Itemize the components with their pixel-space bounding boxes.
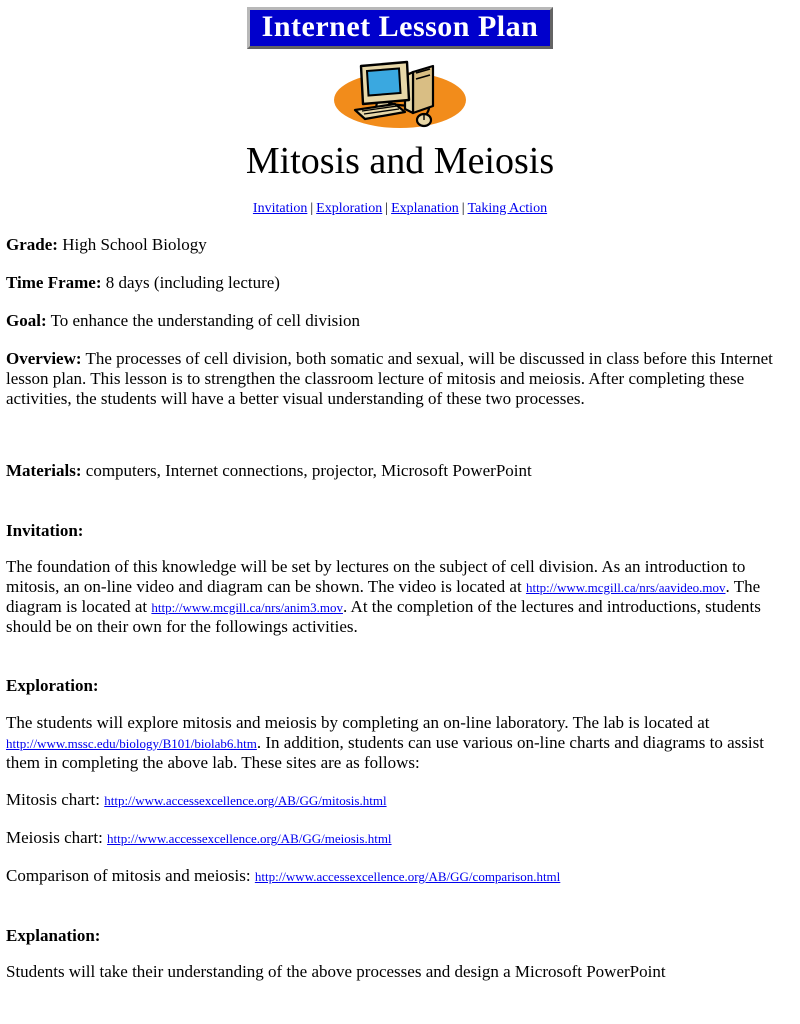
overview-label: Overview: xyxy=(6,349,82,369)
exploration-lab-link[interactable]: http://www.mssc.edu/biology/B101/biolab6.htm xyxy=(6,735,257,751)
materials-line xyxy=(6,443,796,481)
banner-container xyxy=(0,0,800,49)
computer-clipart-icon xyxy=(333,58,467,135)
nav-link-invitation[interactable]: Invitation xyxy=(252,200,308,216)
invitation-paragraph xyxy=(6,541,796,637)
page-title: Mitosis and Meiosis xyxy=(245,140,555,182)
comparison-chart-line xyxy=(6,848,796,886)
spacer-before-materials xyxy=(6,409,796,443)
meiosis-chart-line xyxy=(6,810,796,848)
time-frame-label: Time Frame: xyxy=(6,273,102,293)
comparison-chart-label: Comparison of mitosis and meiosis: xyxy=(6,866,251,886)
nav-separator-1: | xyxy=(310,200,314,216)
content-body xyxy=(0,217,800,982)
materials-label: Materials: xyxy=(6,460,82,480)
explanation-text-1: Students will take their understanding of the above processes and design a Microsoft PowerPoint xyxy=(6,962,666,982)
mitosis-chart-link[interactable]: http://www.accessexcellence.org/AB/GG/mitosis.html xyxy=(104,793,387,809)
comparison-chart-link[interactable]: http://www.accessexcellence.org/AB/GG/comparison.html xyxy=(254,869,561,885)
overview-paragraph xyxy=(6,331,796,409)
mitosis-chart-label: Mitosis chart: xyxy=(6,790,100,810)
goal-value: To enhance the understanding of cell division xyxy=(50,311,361,331)
goal-line xyxy=(6,293,796,331)
invitation-text-2: . The diagram is located at xyxy=(6,576,761,616)
time-frame-line xyxy=(6,255,796,293)
nav-link-taking-action[interactable]: Taking Action xyxy=(467,200,548,216)
explanation-paragraph xyxy=(6,946,796,982)
meiosis-chart-label: Meiosis chart: xyxy=(6,828,103,848)
meiosis-chart-link[interactable]: http://www.accessexcellence.org/AB/GG/meiosis.html xyxy=(107,831,392,847)
exploration-paragraph xyxy=(6,697,796,773)
section-nav xyxy=(0,182,800,218)
invitation-diagram-link[interactable]: http://www.mcgill.ca/nrs/anim3.mov xyxy=(151,599,343,615)
section-heading-invitation: Invitation: xyxy=(6,520,84,540)
clipart-container xyxy=(0,58,800,130)
nav-separator-3: | xyxy=(461,200,465,216)
invitation-text-1: The foundation of this knowledge will be set by lectures on the subject of cell division. As an introduction to mitosis, an on-line video and diagram can be shown. The video is located at xyxy=(6,556,746,596)
invitation-video-link[interactable]: http://www.mcgill.ca/nrs/aavideo.mov xyxy=(525,579,726,595)
materials-value: computers, Internet connections, projector, Microsoft PowerPoint xyxy=(85,460,532,480)
exploration-text-1: The students will explore mitosis and meiosis by completing an on-line laboratory. The lab is located at xyxy=(6,712,710,732)
section-heading-exploration: Exploration: xyxy=(6,676,99,696)
mitosis-chart-line xyxy=(6,772,796,810)
grade-value: High School Biology xyxy=(62,235,207,255)
nav-link-exploration[interactable]: Exploration xyxy=(316,200,383,216)
section-heading-explanation: Explanation: xyxy=(6,926,101,946)
grade-line xyxy=(6,217,796,255)
internet-lesson-plan-banner xyxy=(247,7,554,49)
exploration-text-2: . In addition, students can use various on-line charts and diagrams to assist them in completing the above lab. These sites are as follows: xyxy=(6,732,764,772)
nav-link-explanation[interactable]: Explanation xyxy=(391,200,459,216)
nav-separator-2: | xyxy=(385,200,389,216)
overview-value: The processes of cell division, both somatic and sexual, will be discussed in class before this Internet lesson plan. This lesson is to strengthen the classroom lecture of mitosis and meiosis. After completing these activities, the students will have a better visual understanding of these two processes. xyxy=(6,349,773,408)
time-frame-value: 8 days (including lecture) xyxy=(105,273,280,293)
goal-label: Goal: xyxy=(6,311,47,331)
grade-label: Grade: xyxy=(6,235,58,255)
invitation-text-3: . At the completion of the lectures and introductions, students should be on their own for the followings activities. xyxy=(6,596,761,636)
banner-title: Internet Lesson Plan xyxy=(261,10,539,43)
